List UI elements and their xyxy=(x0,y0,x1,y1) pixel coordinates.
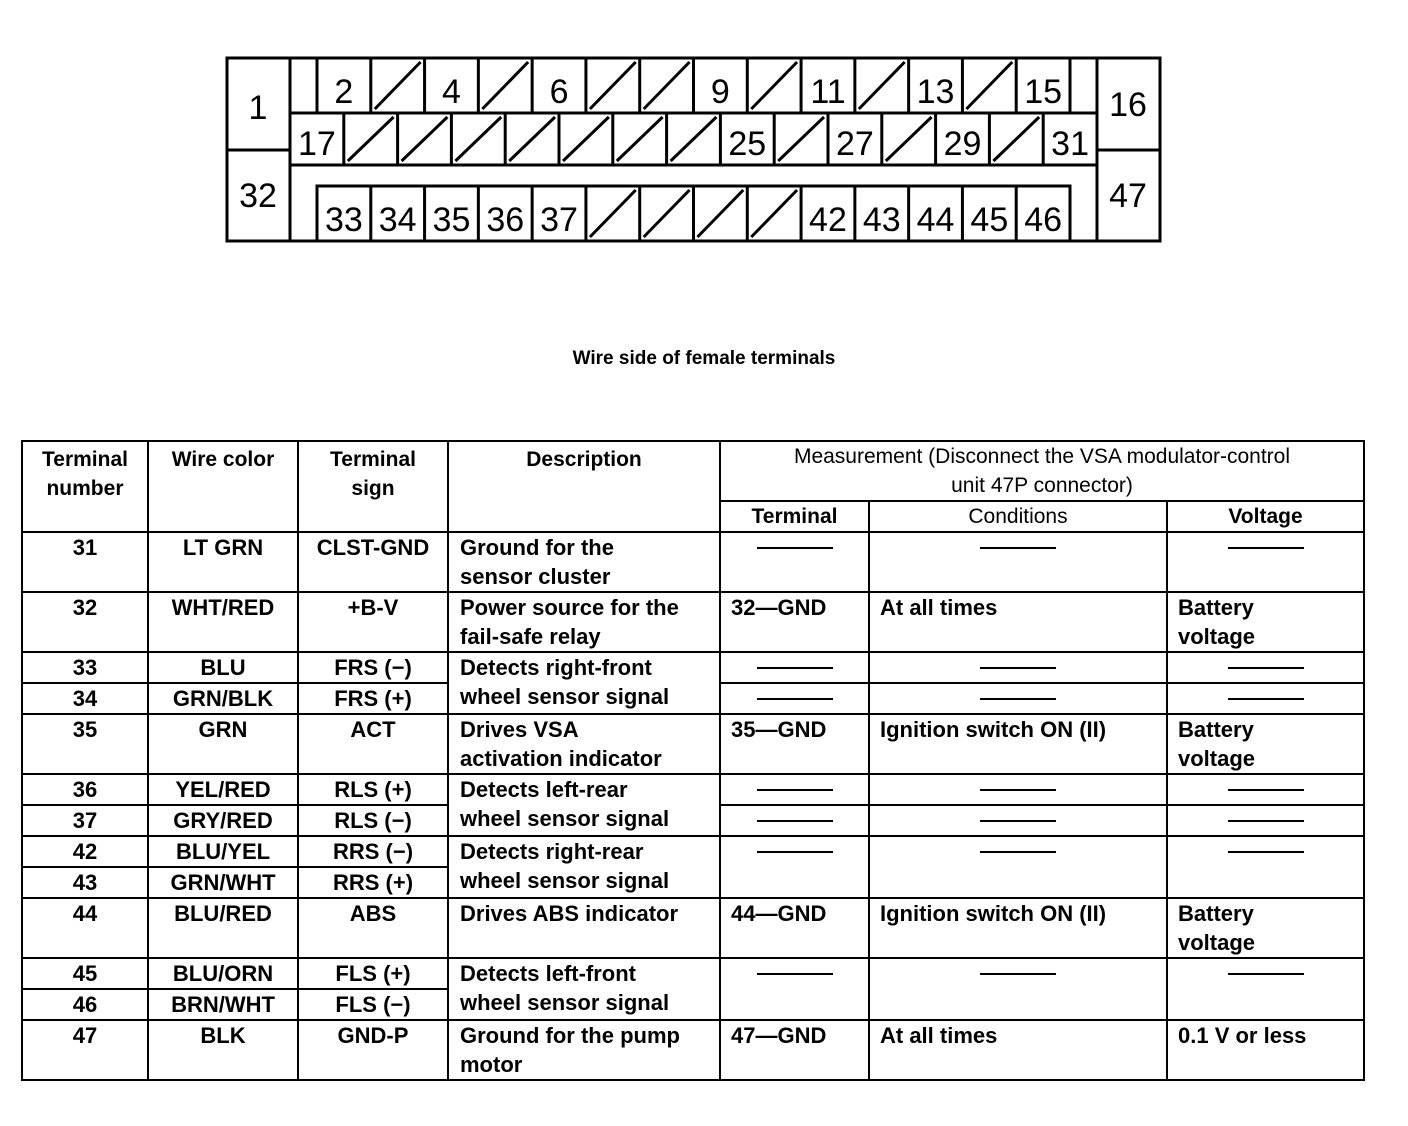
terminal-46-label: 46 xyxy=(1024,201,1063,239)
conditions-cell xyxy=(869,652,1167,683)
terminal-sign-cell: GND-P xyxy=(298,1020,448,1080)
description-cell: Detects left-rear wheel sensor signal xyxy=(448,774,720,836)
not-applicable-dash xyxy=(1228,667,1304,669)
not-applicable-dash xyxy=(1228,698,1304,700)
voltage-cell xyxy=(1167,774,1364,805)
terminal-sign-cell: RRS (+) xyxy=(298,867,448,898)
terminal-number-cell: 33 xyxy=(22,652,148,683)
voltage-cell xyxy=(1167,652,1364,683)
conditions-cell: At all times xyxy=(869,1020,1167,1080)
terminal-number-cell: 44 xyxy=(22,898,148,958)
terminal-35-label: 35 xyxy=(432,201,471,239)
measure-terminal-cell xyxy=(720,958,869,1020)
conditions-cell xyxy=(869,774,1167,805)
terminal-32-label: 32 xyxy=(239,177,277,215)
header-voltage: Voltage xyxy=(1167,501,1364,532)
terminal-16-label: 16 xyxy=(1109,86,1147,124)
conditions-cell xyxy=(869,958,1167,1020)
description-cell: Detects right-rear wheel sensor signal xyxy=(448,836,720,898)
terminal-6-label: 6 xyxy=(549,73,569,111)
unused-cavity-slash xyxy=(966,62,1012,109)
terminal-42-label: 42 xyxy=(809,201,847,239)
table-row xyxy=(22,836,1364,867)
conditions-cell xyxy=(869,836,1167,898)
terminal-sign-cell: ACT xyxy=(298,714,448,774)
wire-color-cell: BLU/YEL xyxy=(148,836,298,867)
unused-cavity-slash xyxy=(993,117,1039,161)
unused-cavity-slash xyxy=(590,62,636,109)
voltage-cell xyxy=(1167,805,1364,836)
terminal-sign-cell: FRS (−) xyxy=(298,652,448,683)
terminal-sign-cell: RRS (−) xyxy=(298,836,448,867)
table-row xyxy=(22,532,1364,592)
not-applicable-dash xyxy=(1228,851,1304,853)
unused-cavity-slash xyxy=(886,117,932,161)
not-applicable-dash xyxy=(1228,789,1304,791)
header-terminal-sign: Terminal sign xyxy=(298,441,448,532)
not-applicable-dash xyxy=(757,547,833,549)
description-cell: Drives VSA activation indicator xyxy=(448,714,720,774)
not-applicable-dash xyxy=(757,973,833,975)
measure-terminal-cell xyxy=(720,683,869,714)
table-row xyxy=(22,898,1364,958)
measure-terminal-cell: 47—GND xyxy=(720,1020,869,1080)
wire-color-cell: GRN xyxy=(148,714,298,774)
terminal-25-label: 25 xyxy=(728,125,767,163)
table-row xyxy=(22,592,1364,652)
description-cell: Drives ABS indicator xyxy=(448,898,720,958)
header-description: Description xyxy=(448,441,720,532)
description-cell: Power source for the fail-safe relay xyxy=(448,592,720,652)
terminal-sign-cell: CLST-GND xyxy=(298,532,448,592)
table-row xyxy=(22,774,1364,805)
conditions-cell: Ignition switch ON (II) xyxy=(869,898,1167,958)
not-applicable-dash xyxy=(980,973,1056,975)
terminal-2-label: 2 xyxy=(334,73,354,111)
diagram-caption: Wire side of female terminals xyxy=(572,348,836,369)
unused-cavity-slash xyxy=(482,62,528,109)
terminal-11-label: 11 xyxy=(810,73,846,111)
table-row xyxy=(22,714,1364,774)
terminal-sign-cell: RLS (+) xyxy=(298,774,448,805)
unused-cavity-slash xyxy=(617,117,663,161)
wire-color-cell: GRY/RED xyxy=(148,805,298,836)
wire-color-cell: BRN/WHT xyxy=(148,989,298,1020)
unused-cavity-slash xyxy=(590,190,636,237)
header-conditions: Conditions xyxy=(869,501,1167,532)
wire-color-cell: GRN/BLK xyxy=(148,683,298,714)
terminal-number-cell: 42 xyxy=(22,836,148,867)
description-cell: Detects left-front wheel sensor signal xyxy=(448,958,720,1020)
measure-terminal-cell: 44—GND xyxy=(720,898,869,958)
measure-terminal-cell xyxy=(720,652,869,683)
wire-color-cell: WHT/RED xyxy=(148,592,298,652)
terminal-sign-cell: +B-V xyxy=(298,592,448,652)
measure-terminal-cell xyxy=(720,774,869,805)
header-terminal: Terminal xyxy=(720,501,869,532)
wire-color-cell: GRN/WHT xyxy=(148,867,298,898)
terminal-sign-cell: RLS (−) xyxy=(298,805,448,836)
unused-cavity-slash xyxy=(375,62,421,109)
description-cell: Detects right-front wheel sensor signal xyxy=(448,652,720,714)
terminal-27-label: 27 xyxy=(835,125,874,163)
not-applicable-dash xyxy=(980,667,1056,669)
unused-cavity-slash xyxy=(644,62,690,109)
wire-color-cell: BLU/RED xyxy=(148,898,298,958)
voltage-cell xyxy=(1167,532,1364,592)
terminal-1-label: 1 xyxy=(248,89,268,127)
table-row xyxy=(22,1020,1364,1080)
not-applicable-dash xyxy=(1228,973,1304,975)
terminal-number-cell: 31 xyxy=(22,532,148,592)
not-applicable-dash xyxy=(980,820,1056,822)
not-applicable-dash xyxy=(757,789,833,791)
terminal-37-label: 37 xyxy=(540,201,578,239)
voltage-cell: Battery voltage xyxy=(1167,714,1364,774)
connector-diagram xyxy=(0,0,1408,260)
terminal-44-label: 44 xyxy=(916,201,955,239)
not-applicable-dash xyxy=(980,547,1056,549)
terminal-sign-cell: FLS (−) xyxy=(298,989,448,1020)
terminal-number-cell: 43 xyxy=(22,867,148,898)
terminal-34-label: 34 xyxy=(378,201,417,239)
not-applicable-dash xyxy=(757,698,833,700)
terminal-number-cell: 34 xyxy=(22,683,148,714)
measure-terminal-cell xyxy=(720,805,869,836)
terminal-36-label: 36 xyxy=(486,201,525,239)
terminal-13-label: 13 xyxy=(916,73,955,111)
measure-terminal-cell xyxy=(720,836,869,898)
description-cell: Ground for the sensor cluster xyxy=(448,532,720,592)
terminal-17-label: 17 xyxy=(297,125,336,163)
header-terminal-number: Terminal number xyxy=(22,441,148,532)
terminal-number-cell: 45 xyxy=(22,958,148,989)
wire-color-cell: BLU xyxy=(148,652,298,683)
conditions-cell: Ignition switch ON (II) xyxy=(869,714,1167,774)
wire-color-cell: BLK xyxy=(148,1020,298,1080)
measure-terminal-cell: 35—GND xyxy=(720,714,869,774)
header-wire-color: Wire color xyxy=(148,441,298,532)
unused-cavity-slash xyxy=(671,117,717,161)
unused-cavity-slash xyxy=(644,190,690,237)
wire-color-cell: BLU/ORN xyxy=(148,958,298,989)
terminal-sign-cell: FRS (+) xyxy=(298,683,448,714)
unused-cavity-slash xyxy=(402,117,448,161)
not-applicable-dash xyxy=(757,667,833,669)
voltage-cell: Battery voltage xyxy=(1167,592,1364,652)
terminal-33-label: 33 xyxy=(324,201,363,239)
terminal-9-label: 9 xyxy=(710,73,730,111)
terminal-29-label: 29 xyxy=(943,125,982,163)
unused-cavity-slash xyxy=(563,117,609,161)
voltage-cell xyxy=(1167,958,1364,1020)
terminal-number-cell: 35 xyxy=(22,714,148,774)
conditions-cell xyxy=(869,532,1167,592)
table-row xyxy=(22,652,1364,683)
voltage-cell: 0.1 V or less xyxy=(1167,1020,1364,1080)
terminal-43-label: 43 xyxy=(862,201,901,239)
header-measurement: Measurement (Disconnect the VSA modulator-control unit 47P connector) xyxy=(720,441,1364,501)
not-applicable-dash xyxy=(757,820,833,822)
terminal-number-cell: 47 xyxy=(22,1020,148,1080)
wire-color-cell: YEL/RED xyxy=(148,774,298,805)
unused-cavity-slash xyxy=(455,117,501,161)
conditions-cell: At all times xyxy=(869,592,1167,652)
terminal-15-label: 15 xyxy=(1024,73,1063,111)
unused-cavity-slash xyxy=(859,62,905,109)
unused-cavity-slash xyxy=(751,62,797,109)
terminal-number-cell: 46 xyxy=(22,989,148,1020)
unused-cavity-slash xyxy=(751,190,797,237)
measure-terminal-cell: 32—GND xyxy=(720,592,869,652)
measure-terminal-cell xyxy=(720,532,869,592)
unused-cavity-slash xyxy=(509,117,555,161)
not-applicable-dash xyxy=(980,698,1056,700)
conditions-cell xyxy=(869,805,1167,836)
description-cell: Ground for the pump motor xyxy=(448,1020,720,1080)
unused-cavity-slash xyxy=(698,190,744,237)
not-applicable-dash xyxy=(757,851,833,853)
terminal-45-label: 45 xyxy=(970,201,1009,239)
conditions-cell xyxy=(869,683,1167,714)
not-applicable-dash xyxy=(1228,820,1304,822)
voltage-cell xyxy=(1167,683,1364,714)
not-applicable-dash xyxy=(980,789,1056,791)
voltage-cell: Battery voltage xyxy=(1167,898,1364,958)
terminal-4-label: 4 xyxy=(442,73,461,111)
voltage-cell xyxy=(1167,836,1364,898)
table-row xyxy=(22,958,1364,989)
wire-color-cell: LT GRN xyxy=(148,532,298,592)
unused-cavity-slash xyxy=(348,117,394,161)
terminal-table xyxy=(21,440,1365,1081)
terminal-47-label: 47 xyxy=(1109,177,1147,215)
terminal-number-cell: 37 xyxy=(22,805,148,836)
terminal-number-cell: 36 xyxy=(22,774,148,805)
terminal-sign-cell: FLS (+) xyxy=(298,958,448,989)
not-applicable-dash xyxy=(980,851,1056,853)
terminal-number-cell: 32 xyxy=(22,592,148,652)
not-applicable-dash xyxy=(1228,547,1304,549)
unused-cavity-slash xyxy=(778,117,824,161)
terminal-sign-cell: ABS xyxy=(298,898,448,958)
terminal-31-label: 31 xyxy=(1051,125,1090,163)
